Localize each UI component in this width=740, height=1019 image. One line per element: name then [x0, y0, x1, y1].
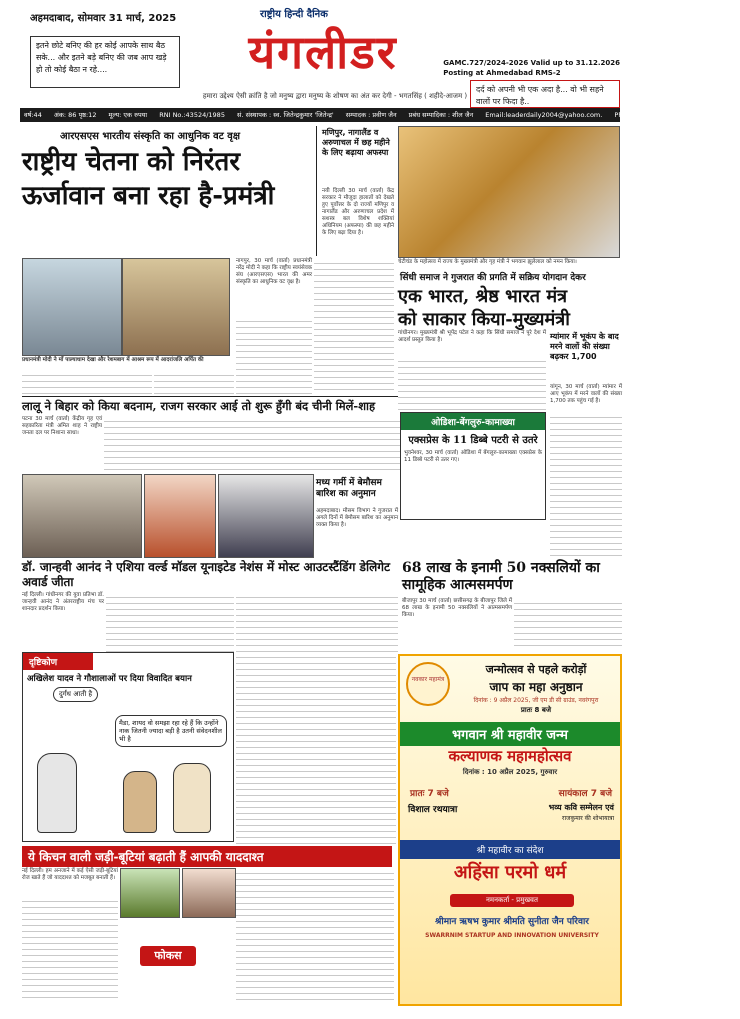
focus-badge: फोकस	[140, 946, 196, 966]
sindhi-photo	[398, 126, 620, 258]
ad-left-event: विशाल रथयात्रा	[408, 805, 458, 815]
info-item: मूल्य: एक रुपया	[108, 111, 148, 119]
ad-right-time: सायंकाल 7 बजे	[558, 789, 612, 799]
ad-head-1: जन्मोत्सव से पहले करोड़ों	[485, 663, 587, 676]
ad-time-line: प्रातः 8 बजे	[520, 706, 552, 714]
kitchen-photo-1	[120, 868, 180, 918]
sindhi-headline-2: को साकार किया-मुख्यमंत्री	[398, 309, 570, 330]
lead-caption: प्रधानमंत्री मोदी ने माँ पाल्याधाम देखा और रेशमबाग में आश्रम रूप में आदरांजलि अर्पित की	[22, 357, 204, 363]
ad-message: अहिंसा परमो धर्म	[453, 862, 567, 883]
newspaper-logo: यंगलीडर	[248, 25, 398, 79]
heat-body: अहमदाबाद। मौसम विभाग ने गुजरात में अगले दिनों में बेमौसम बारिश का अनुमान व्यक्त किया है।	[316, 508, 398, 528]
ad-namaskar: नमनकर्ता - प्रमुखवत	[450, 894, 574, 907]
sindhi-body: गांधीनगर। मुख्यमंत्री श्री भूपेंद्र पटेल ने कहा कि सिंधी समाज ने पूरे देश में आदर्श प्रस्तुत किया है।	[398, 330, 546, 343]
top-tag: राष्ट्रीय हिन्दी दैनिक	[260, 9, 328, 20]
promo-left: इतने छोटे बनिए की हर कोई आपके साथ बैठ सके... और इतने बड़े बनिए की जब आप खड़े हो तो कोई बैठा न रहे....	[30, 36, 180, 88]
gamc-line-2: Posting at Ahmedabad RMS-2	[443, 69, 561, 77]
info-item: अंक: 86 पृष्ठ:12	[53, 111, 97, 119]
kitchen-body-lines-2	[236, 868, 394, 1000]
lalu-body-lines	[104, 416, 400, 472]
gamc-line-1: GAMC.727/2024-2026 Valid up to 31.12.2026	[443, 59, 620, 67]
award-body: नई दिल्ली। गांधीनगर की युवा प्रतिभा डॉ. जान्हवी आनंद ने अंतरराष्ट्रीय मंच पर शानदार प्रदर्शन किया।	[22, 592, 104, 612]
info-item: RNI No.:43524/1985	[159, 111, 225, 119]
odisha-box	[400, 412, 546, 520]
award-photo-1	[22, 474, 142, 558]
lead-body-col-4	[236, 316, 312, 394]
center-body-lines	[236, 652, 396, 844]
tagline: हमारा उद्देश्य ऐसी क्रांति है जो मनुष्य द्वारा मनुष्य के शोषण का अंत कर देगी - भगतसिंह ( शहीदे-आजम )	[202, 92, 468, 100]
promo-right-box: दर्द को अपनी भी एक अदा है... वो भी सहने वालों पर फिदा है..	[470, 80, 620, 108]
award-photo-2	[144, 474, 216, 558]
ad-right-sub: राजकुमार की शोभायात्रा	[562, 815, 614, 822]
odisha-headline: एक्सप्रेस के 11 डिब्बे पटरी से उतरे	[408, 435, 538, 446]
kitchen-body: नई दिल्ली। हम अनजाने में कई ऐसी जड़ी-बूटियां रोज खाते हैं जो याददाश्त को मजबूत बनाती हैं।	[22, 868, 118, 881]
info-bar	[20, 108, 730, 122]
info-item: वर्ष:44	[24, 111, 42, 119]
info-item: Email:leaderdaily2004@yahoo.com.	[485, 111, 603, 119]
naxal-headline: 68 लाख के इनामी 50 नक्सलियों का सामूहिक आत्मसमर्पण	[402, 560, 600, 593]
lead-body: नागपुर, 30 मार्च (वार्ता) प्रधानमंत्री नरेंद्र मोदी ने कहा कि राष्ट्रीय स्वयंसेवक संघ (आरएसएस) भारत की अमर संस्कृति का आधुनिक वट वृक्ष है।	[236, 258, 312, 285]
award-body-lines	[106, 592, 234, 652]
lead-photo-tribute	[122, 258, 230, 356]
gamc-info	[443, 58, 620, 78]
sindhi-caption: चेटीचंड के महोत्सव में राज्य के मुख्यमंत्री और गृह मंत्री ने भगवान झूलेलाल को नमन किया।	[398, 259, 577, 265]
rule	[22, 396, 398, 397]
kitchen-headline: ये किचन वाली जड़ी-बूटियां बढ़ाती हैं आपकी याददाश्त	[22, 846, 392, 867]
ad-head-2: जाप का महा अनुष्ठान	[489, 680, 583, 694]
ad-right-event: भव्य कवि सम्मेलन एवं	[548, 803, 614, 812]
info-item: प्रबंध सम्पादिका : शील जैन	[408, 111, 474, 119]
cartoon-box	[22, 652, 234, 842]
info-item: Ph:079-25500811 M. : 9824077240	[614, 111, 730, 119]
lead-body-col-3	[154, 370, 234, 394]
ad-message-head: श्री महावीर का संदेश	[400, 840, 620, 859]
cartoon-bubble-2: मैडा, शायद वो समझा रहा रहे हैं कि उन्होंने नाक जितनी ज्यादा बड़ी है उतनी संवेदनशील भी है	[115, 715, 227, 747]
sindhi-kicker: सिंधी समाज ने गुजरात की प्रगति में सक्रिय योगदान देकर	[400, 273, 586, 283]
myanmar-body: यांगून, 30 मार्च (वार्ता) म्यांमार में आए भूकंप में मरने वालों की संख्या 1,700 तक पहुंच गई है।	[550, 384, 622, 404]
ad-univ: SWARRNIM STARTUP AND INNOVATION UNIVERSITY	[425, 932, 599, 939]
mahavir-advert	[398, 654, 622, 1006]
cartoon-figure-3	[173, 763, 211, 833]
info-item: सं. संस्थापक : स्व. जितेन्द्रकुमार 'जितेन्द्र'	[237, 111, 334, 119]
myanmar-body-lines	[550, 412, 622, 556]
kitchen-photo-2	[182, 868, 236, 918]
ad-sponsor: श्रीमान ऋषभ कुमार श्रीमति सुनीता जैन परिवार	[435, 917, 589, 927]
award-headline: डॉ. जान्हवी आनंद ने एशिया वर्ल्ड मॉडल यूनाइटेड नेशंस में मोस्ट आउटस्टैंडिंग डेलिगेट अवार्ड जीता	[22, 560, 391, 589]
award-photo-3	[218, 474, 314, 558]
naxal-body-lines	[514, 598, 622, 648]
lead-kicker: आरएसएस भारतीय संस्कृति का आधुनिक वट वृक्ष	[60, 131, 240, 142]
ad-badge: नवकार महामंत्र	[406, 662, 450, 706]
cartoon-box-head: दृष्टिकोण	[23, 653, 93, 670]
odisha-box-head: ओडिशा-बेंगलुरु-कामाख्या	[401, 413, 545, 430]
column-rule	[316, 126, 317, 256]
right-body-lines	[236, 592, 398, 652]
ad-left-time: प्रातः 7 बजे	[410, 789, 449, 799]
lalu-headline: लालू ने बिहार को किया बदनाम, राजग सरकार आई तो शुरू हुँगी बंद चीनी मिलें-शाह	[22, 399, 376, 413]
ad-title-1: भगवान श्री महावीर जन्म	[400, 722, 620, 746]
sindhi-headline-1: एक भारत, श्रेष्ठ भारत मंत्र	[398, 286, 568, 307]
lalu-body: पटना 30 मार्च (वार्ता) केंद्रीय गृह एवं सहकारिता मंत्री अमित शाह ने राष्ट्रीय जनता दल पर निशाना साधा।	[22, 416, 102, 436]
ad-date-line: दिनांक : 9 अप्रैल 2025, जी एम डी सी ग्राउंड, नवरंगपुरा	[473, 697, 599, 704]
sindhi-body-lines	[398, 356, 546, 410]
cartoon-figure-2	[123, 771, 157, 833]
cartoon-title: अखिलेश यादव ने गौशालाओं पर दिया विवादित बयान	[27, 674, 192, 684]
odisha-body: भुवनेश्वर, 30 मार्च (वार्ता) ओडिशा में बेंगलुरु-कामाख्या एक्सप्रेस के 11 डिब्बे पटरी से उतर गए।	[404, 450, 542, 463]
ad-date-2: दिनांक : 10 अप्रैल 2025, गुरुवार	[462, 768, 558, 776]
heat-headline: मध्य गर्मी में बेमौसम बारिश का अनुमान	[316, 478, 382, 499]
myanmar-headline: म्यांमार में भूकंप के बाद मरने वालों की संख्या बढ़कर 1,700	[550, 332, 619, 361]
info-item: सम्पादक : प्रवीण जैन	[345, 111, 397, 119]
manipur-headline: मणिपुर, नागालैंड व अरुणाचल में छह महीने के लिए बढ़ाया अफस्पा	[322, 128, 390, 157]
dateline: अहमदाबाद, सोमवार 31 मार्च, 2025	[30, 13, 177, 24]
cartoon-bubble-1: दुर्गंध आती है	[53, 687, 98, 702]
lead-headline-1: राष्ट्रीय चेतना को निरंतर	[22, 147, 240, 177]
cartoon-figure-1	[37, 753, 77, 833]
manipur-body: नयी दिल्ली 30 मार्च (वार्ता) केंद्र सरकार ने मौजूदा हालातों को देखते हुए पूर्वोत्तर के दो राज्यों मणिपुर व नागालैंड और अरुणाचल प्रदेश में सशस्त्र बल विशेष शक्तियां अधिनियम (अफस्पा) की छह महीने के लिए बढ़ा दिया है।	[322, 188, 394, 236]
lead-headline-2: ऊर्जावान बना रहा है-प्रमंत्री	[22, 181, 275, 211]
lead-photo-modi	[22, 258, 122, 356]
lead-body-col-1	[22, 370, 84, 394]
ad-title-2: कल्याणक महामहोत्सव	[448, 747, 572, 765]
lead-body-col-2	[84, 370, 152, 394]
kitchen-body-lines	[22, 896, 118, 1000]
naxal-body: बीजापुर 30 मार्च (वार्ता) छत्तीसगढ़ के बीजापुर जिले में 68 लाख के इनामी 50 नक्सलियों ने आत्मसमर्पण किया।	[402, 598, 512, 618]
